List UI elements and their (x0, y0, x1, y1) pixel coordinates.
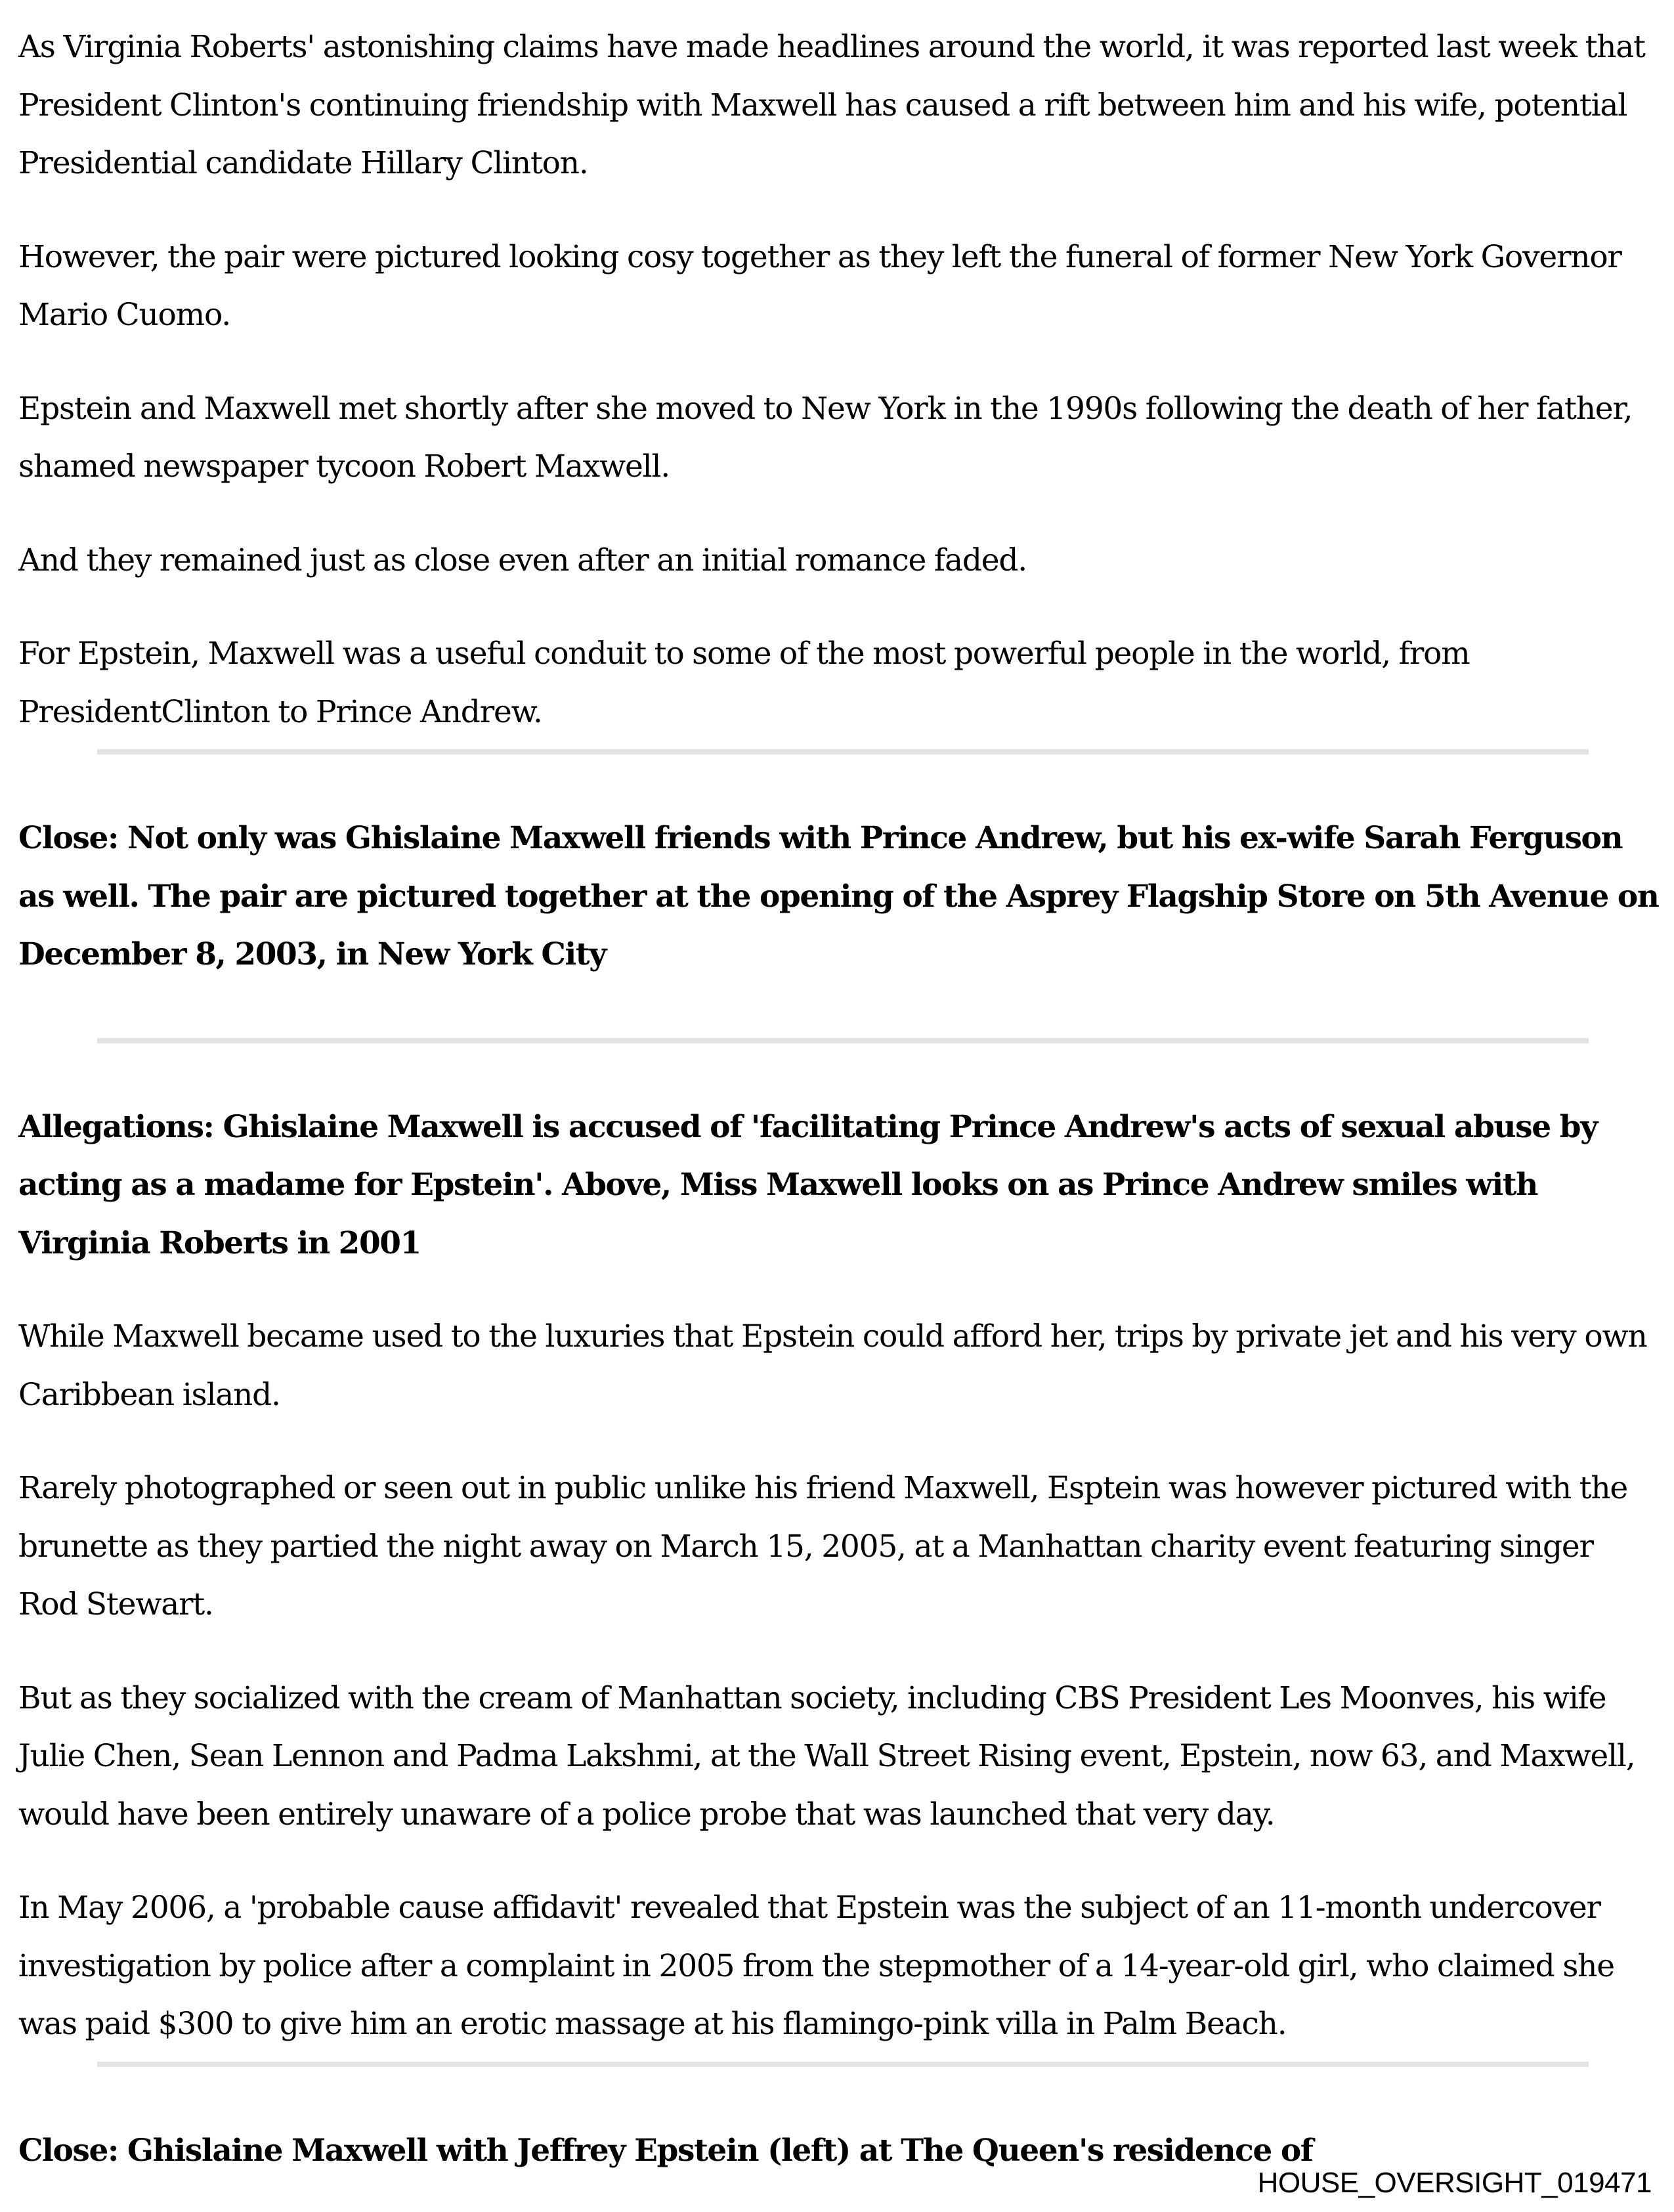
paragraph-useful-conduit: For Epstein, Maxwell was a useful conduit to some of the most powerful people in the world, from PresidentClinton to Prince Andrew. (18, 636, 1470, 730)
paragraph-cuomo-funeral: However, the pair were pictured looking cosy together as they left the funeral of former New York Governor Mario Cuomo. (18, 238, 1621, 333)
photo-caption-allegations: Allegations: Ghislaine Maxwell is accused of 'facilitating Prince Andrew's acts of sexual abuse by acting as a madame for Epstein'. Above, Miss Maxwell looks on as Prince Andrew smiles with Virginia Roberts in 2001 (18, 1108, 1598, 1261)
paragraph-met-in-new-york: Epstein and Maxwell met shortly after she moved to New York in the 1990s following the death of her father, shamed newspaper tycoon Robert Maxwell. (18, 390, 1633, 485)
image-separator (97, 1038, 1589, 1043)
paragraph-romance-faded: And they remained just as close even after an initial romance faded. (18, 542, 1027, 578)
paragraph-clinton-rift: As Virginia Roberts' astonishing claims have made headlines around the world, it was reported last week that President Clinton's continuing friendship with Maxwell has caused a rift between him and his wife, potential Presidential candidate Hillary Clinton. (18, 29, 1645, 181)
photo-caption-asprey: Close: Not only was Ghislaine Maxwell friends with Prince Andrew, but his ex-wife Sarah Ferguson as well. The pair are pictured together at the opening of the Asprey Flagship Store on 5th Avenue on December 8, 2003, in New York City (18, 820, 1659, 972)
paragraph-luxuries: While Maxwell became used to the luxuries that Epstein could afford her, trips by private jet and his very own Caribbean island. (18, 1318, 1647, 1413)
photo-caption-queens-residence: Close: Ghislaine Maxwell with Jeffrey Epstein (left) at The Queen's residence of (18, 2132, 1313, 2169)
article-body (18, 18, 1660, 2180)
paragraph-rod-stewart-event: Rarely photographed or seen out in public unlike his friend Maxwell, Esptein was however pictured with the brunette as they partied the night away on March 15, 2005, at a Manhattan charity event featuring singer Rod Stewart. (18, 1470, 1628, 1622)
image-separator (97, 749, 1589, 754)
image-separator (97, 2062, 1589, 2067)
paragraph-wall-street-rising: But as they socialized with the cream of Manhattan society, including CBS President Les Moonves, his wife Julie Chen, Sean Lennon and Padma Lakshmi, at the Wall Street Rising event, Epstein, now 63, and Maxwell, would have been entirely unaware of a police probe that was launched that very day. (18, 1680, 1635, 1832)
bates-number: HOUSE_OVERSIGHT_019471 (1257, 2167, 1652, 2199)
paragraph-probable-cause: In May 2006, a 'probable cause affidavit' revealed that Epstein was the subject of an 11-month undercover investigation by police after a complaint in 2005 from the stepmother of a 14-year-old girl, who claimed she was paid $300 to give him an erotic massage at his flamingo-pink villa in Palm Beach. (18, 1890, 1614, 2042)
